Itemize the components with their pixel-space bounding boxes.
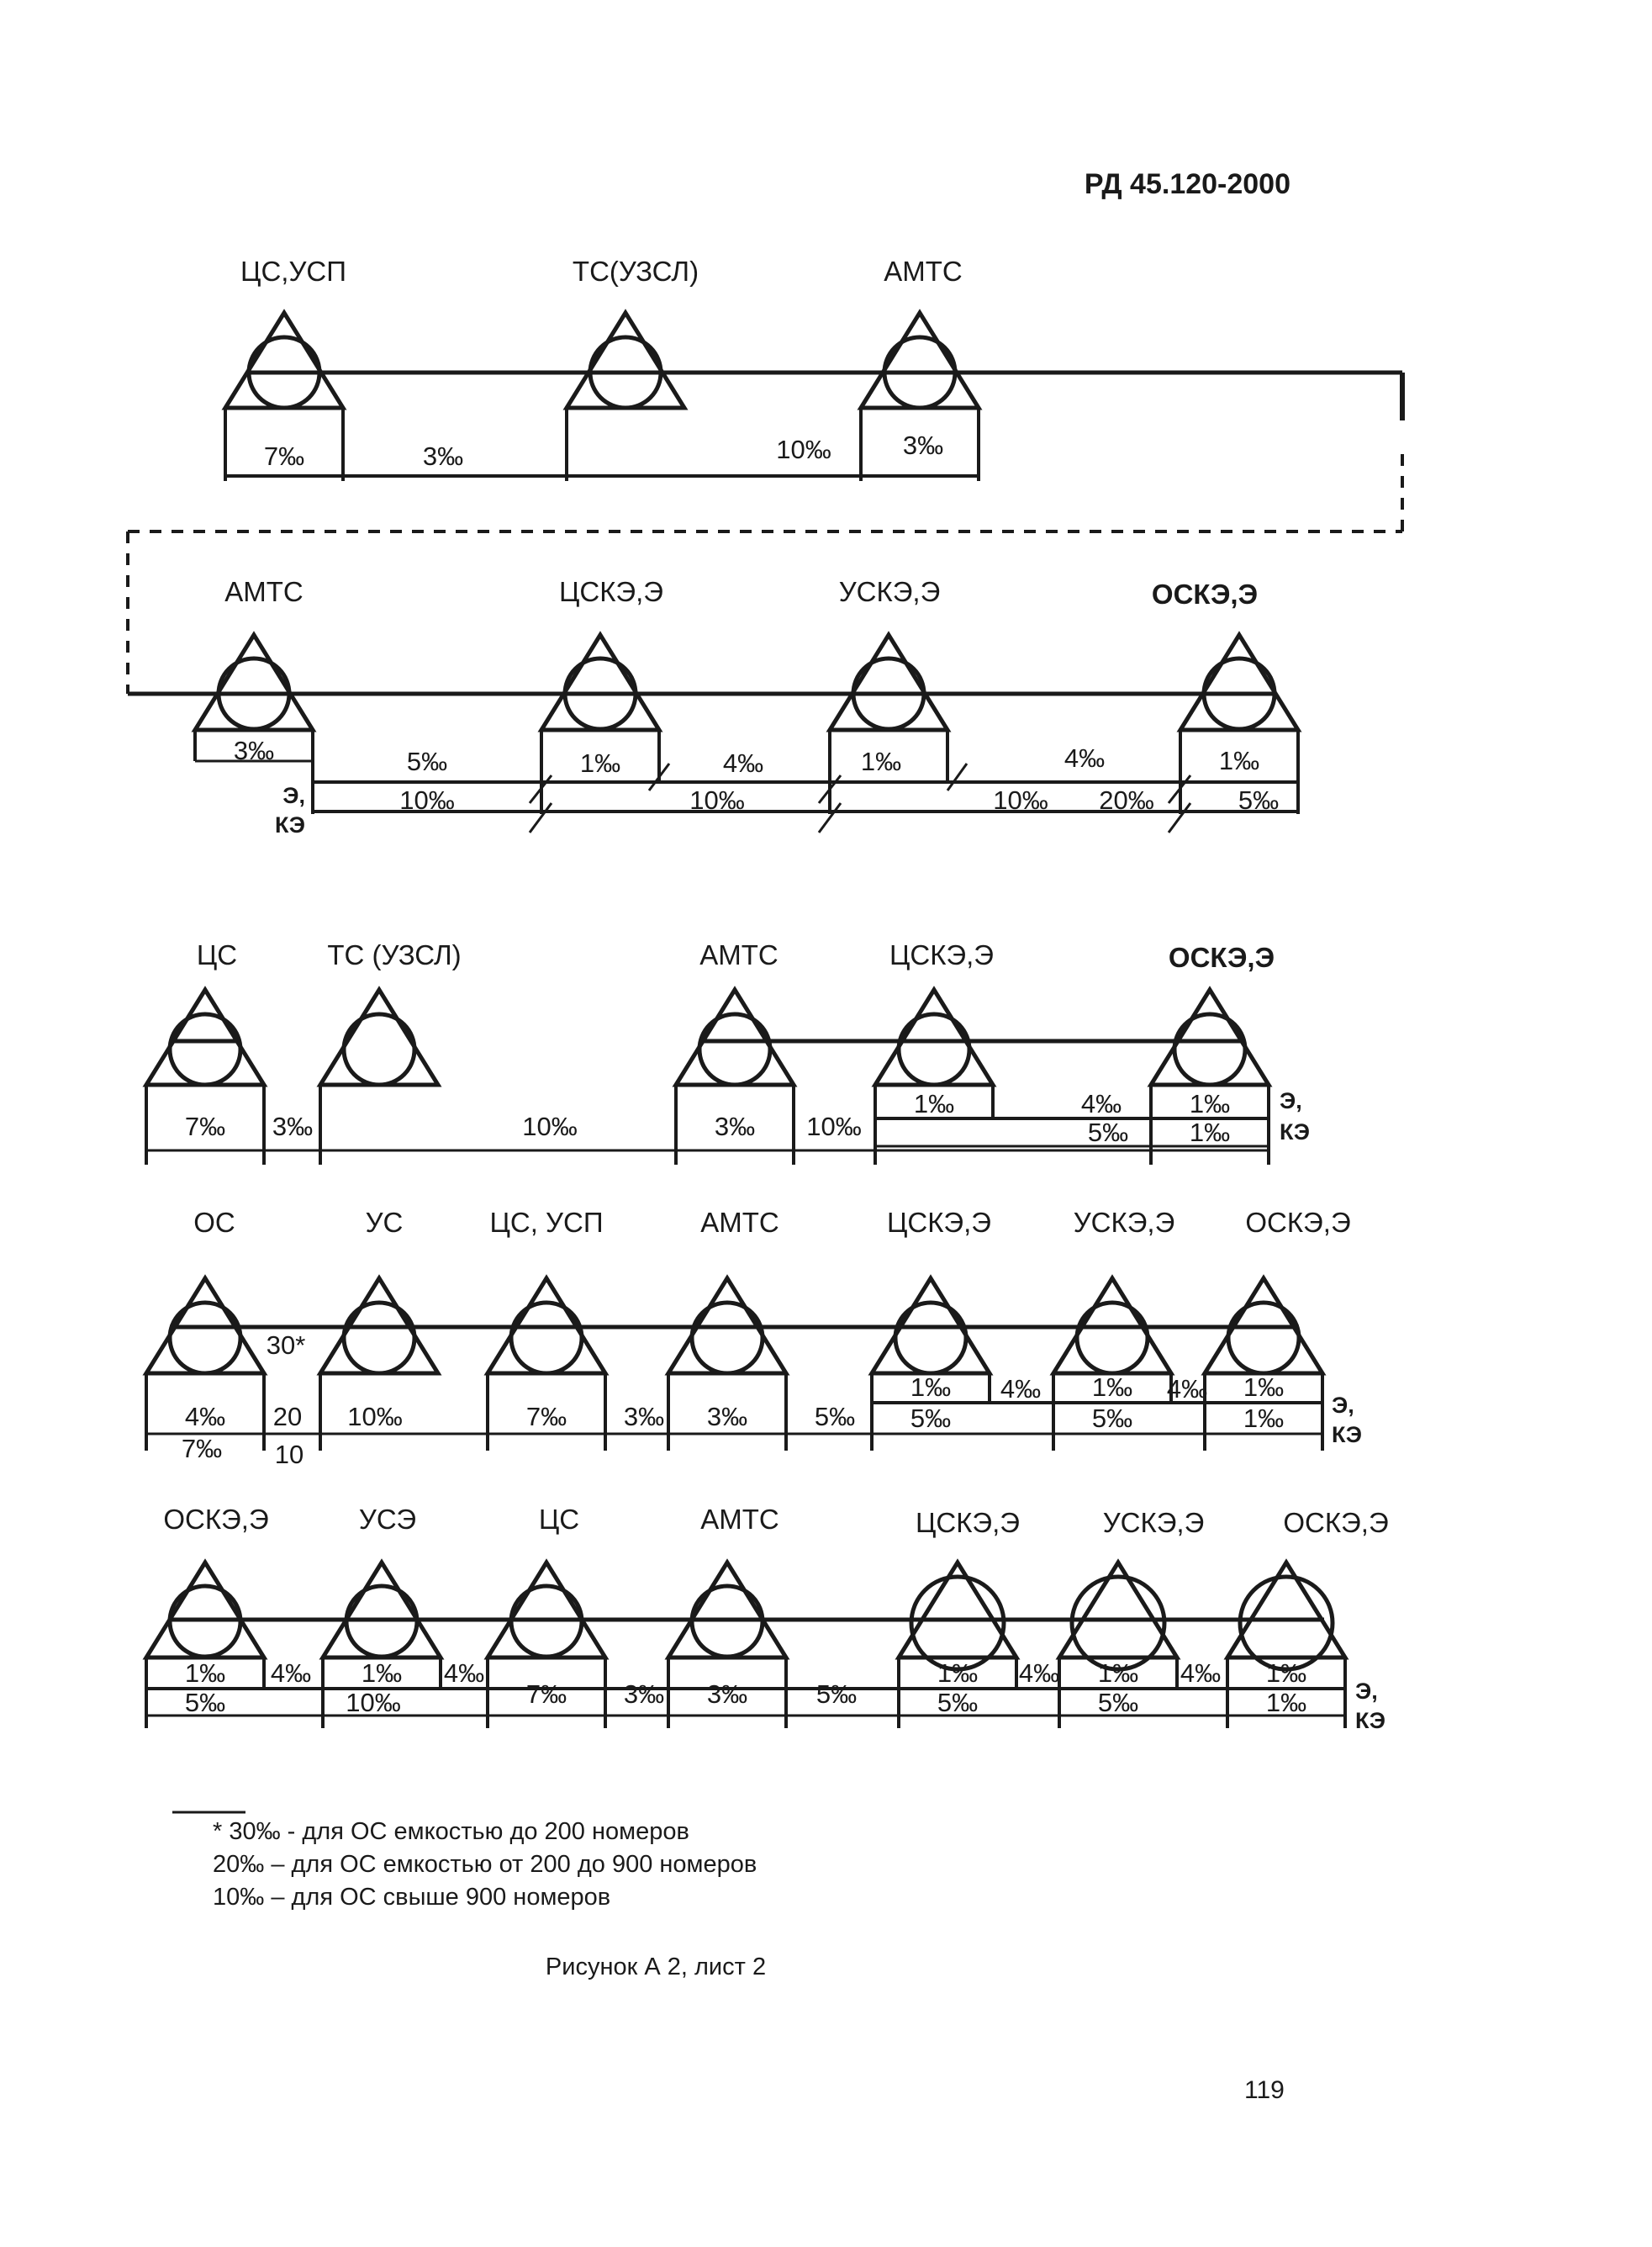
node-label: АМТС (700, 1207, 779, 1238)
segment-value: 3‰ (902, 431, 944, 460)
node-label: УСЭ (358, 1504, 417, 1535)
segment-value: 5‰ (910, 1404, 952, 1433)
segment-value: 7‰ (184, 1112, 226, 1141)
document-id: РД 45.120-2000 (1084, 168, 1290, 200)
segment-value: 1‰ (1265, 1688, 1307, 1717)
segment-value: 3‰ (623, 1402, 665, 1431)
segment-value: 1‰ (1218, 746, 1260, 775)
node-label: АМТС (884, 256, 963, 287)
station-triangle (1151, 990, 1269, 1085)
station-triangle (875, 990, 993, 1085)
station-triangle (195, 635, 313, 730)
traffic-type-label: КЭ (1332, 1422, 1363, 1447)
segment-value: 1‰ (1189, 1089, 1231, 1118)
traffic-type-label: Э, (282, 783, 305, 808)
segment-value: 4‰ (722, 748, 764, 778)
segment-value: 3‰ (623, 1679, 665, 1709)
segment-value: 1‰ (860, 747, 902, 776)
station-triangle (225, 313, 343, 408)
node-label: УСКЭ,Э (1102, 1507, 1205, 1538)
station-triangle (320, 990, 438, 1085)
row-4 (146, 1207, 1362, 1469)
segment-value: 10‰ (346, 1688, 401, 1717)
segment-value: 20‰ (1099, 785, 1154, 815)
segment-value: 1‰ (913, 1089, 955, 1118)
node-label: АМТС (224, 576, 303, 607)
station-circle (899, 1014, 969, 1085)
traffic-type-label: Э, (1355, 1679, 1378, 1704)
segment-value: 30* (266, 1330, 306, 1360)
segment-value: 1‰ (1265, 1658, 1307, 1688)
node-label: ЦСКЭ,Э (558, 576, 664, 607)
segment-value: 7‰ (263, 441, 305, 471)
node-label: ТС (УЗСЛ) (327, 939, 462, 970)
segment-value: 4‰ (1064, 743, 1106, 773)
node-label: ОСКЭ,Э (1168, 942, 1275, 973)
segment-value: 10‰ (689, 785, 745, 815)
node-label: АМТС (700, 1504, 779, 1535)
station-circle (1174, 1014, 1245, 1085)
row-1 (128, 256, 1402, 694)
node-label: ЦСКЭ,Э (886, 1207, 992, 1238)
node-label: АМТС (699, 939, 778, 970)
segment-value: 5‰ (406, 747, 448, 776)
segment-value: 4‰ (1080, 1089, 1122, 1118)
station-triangle (1180, 635, 1298, 730)
footnote-line: 10‰ – для ОС свыше 900 номеров (213, 1884, 611, 1911)
node-label: ОСКЭ,Э (1245, 1207, 1351, 1238)
segment-value: 4‰ (1018, 1658, 1060, 1688)
station-triangle (488, 1562, 605, 1657)
station-triangle (861, 313, 979, 408)
segment-value: 5‰ (1087, 1118, 1129, 1147)
node-label: ЦСКЭ,Э (915, 1507, 1021, 1538)
segment-value: 4‰ (1000, 1374, 1042, 1404)
node-label: ЦС, УСП (489, 1207, 604, 1238)
station-triangle (668, 1562, 786, 1657)
segment-value: 1‰ (579, 748, 621, 778)
row-2 (128, 576, 1298, 838)
row-3 (146, 939, 1310, 1165)
footnote-line: 20‰ – для ОС емкостью от 200 до 900 номеров (213, 1851, 757, 1878)
node-label: ЦС (538, 1504, 580, 1535)
segment-value: 5‰ (184, 1688, 226, 1717)
segment-value: 20 (272, 1402, 303, 1431)
segment-value: 5‰ (1091, 1404, 1133, 1433)
segment-value: 1‰ (1243, 1404, 1285, 1433)
station-circle (511, 1303, 582, 1373)
segment-value: 1‰ (1189, 1118, 1231, 1147)
segment-value: 4‰ (1180, 1658, 1222, 1688)
segment-value: 5‰ (1238, 785, 1280, 815)
footnote-line: * 30‰ - для ОС емкостью до 200 номеров (213, 1818, 689, 1845)
segment-value: 10‰ (993, 785, 1048, 815)
station-circle (344, 1014, 414, 1085)
segment-value: 1‰ (361, 1658, 403, 1688)
node-label: ЦС,УСП (240, 256, 346, 287)
segment-value: 5‰ (814, 1402, 856, 1431)
traffic-type-label: КЭ (274, 812, 305, 838)
node-label: УСКЭ,Э (1073, 1207, 1175, 1238)
node-label: ОСКЭ,Э (1283, 1507, 1389, 1538)
traffic-type-label: КЭ (1355, 1708, 1386, 1733)
station-circle (170, 1303, 240, 1373)
node-label: ОСКЭ,Э (163, 1504, 269, 1535)
segment-value: 7‰ (181, 1434, 223, 1463)
station-triangle (567, 313, 684, 408)
segment-value: 10‰ (522, 1112, 578, 1141)
segment-value: 7‰ (525, 1679, 567, 1709)
traffic-type-label: Э, (1332, 1393, 1354, 1418)
segment-value: 10‰ (347, 1402, 403, 1431)
traffic-type-label: Э, (1280, 1088, 1302, 1113)
segment-value: 1‰ (184, 1658, 226, 1688)
segment-value: 5‰ (815, 1679, 858, 1709)
segment-value: 4‰ (1166, 1374, 1208, 1404)
station-triangle (676, 990, 794, 1085)
segment-value: 1‰ (937, 1658, 979, 1688)
station-triangle (146, 1562, 264, 1657)
segment-value: 5‰ (1097, 1688, 1139, 1717)
segment-value: 3‰ (422, 441, 464, 471)
segment-value: 10 (274, 1440, 304, 1469)
node-label: ОСКЭ,Э (1151, 579, 1259, 610)
segment-value: 3‰ (706, 1402, 748, 1431)
segment-value: 3‰ (714, 1112, 756, 1141)
station-circle (1077, 1303, 1148, 1373)
station-triangle (146, 990, 264, 1085)
segment-value: 4‰ (443, 1658, 485, 1688)
node-label: ЦСКЭ,Э (889, 939, 995, 970)
segment-value: 7‰ (525, 1402, 567, 1431)
station-circle (1228, 1303, 1299, 1373)
node-label: ОС (193, 1207, 235, 1238)
node-label: УСКЭ,Э (838, 576, 941, 607)
node-label: УС (365, 1207, 404, 1238)
node-label: ЦС (196, 939, 238, 970)
segment-value: 1‰ (910, 1372, 952, 1402)
segment-value: 1‰ (1091, 1372, 1133, 1402)
segment-value: 10‰ (806, 1112, 862, 1141)
station-circle (895, 1303, 966, 1373)
segment-value: 3‰ (233, 736, 275, 765)
footnote (172, 1812, 757, 1911)
segment-value: 3‰ (272, 1112, 314, 1141)
station-circle (699, 1014, 770, 1085)
station-circle (692, 1303, 763, 1373)
figure-caption: Рисунок А 2, лист 2 (545, 1954, 767, 1980)
segment-value: 5‰ (937, 1688, 979, 1717)
station-triangle (541, 635, 659, 730)
segment-value: 4‰ (270, 1658, 312, 1688)
node-label: ТС(УЗСЛ) (572, 256, 699, 287)
row-5 (146, 1504, 1389, 1733)
segment-value: 10‰ (399, 785, 455, 815)
segment-value: 10‰ (776, 435, 831, 464)
segment-value: 3‰ (706, 1679, 748, 1709)
segment-value: 1‰ (1097, 1658, 1139, 1688)
traffic-type-label: КЭ (1280, 1119, 1311, 1145)
station-circle (344, 1303, 414, 1373)
break-mark (947, 764, 967, 790)
station-circle (170, 1014, 240, 1085)
station-triangle (323, 1562, 441, 1657)
segment-value: 4‰ (184, 1402, 226, 1431)
station-triangle (830, 635, 947, 730)
page-number: 119 (1244, 2076, 1285, 2104)
segment-value: 1‰ (1243, 1372, 1285, 1402)
